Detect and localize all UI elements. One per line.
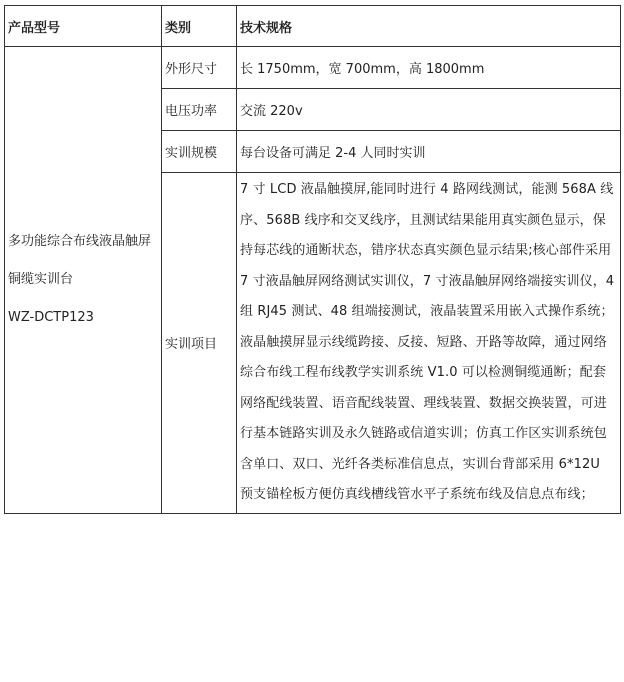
- category-cell: 实训项目: [162, 173, 237, 514]
- product-model-code: WZ-DCTP123: [8, 309, 94, 325]
- spec-cell: 交流 220v: [237, 89, 621, 131]
- category-cell: 电压功率: [162, 89, 237, 131]
- product-name-line2: 铜缆实训台: [8, 271, 74, 287]
- header-model: 产品型号: [5, 6, 162, 47]
- category-cell: 外形尺寸: [162, 47, 237, 89]
- table-row: [5, 47, 621, 89]
- header-spec: 技术规格: [237, 6, 621, 47]
- spec-cell-long: 7 寸 LCD 液晶触摸屏,能同时进行 4 路网线测试，能测 568A 线序、568B 线序和交叉线序，且测试结果能用真实颜色显示，保持每芯线的通断状态，错序状态真实颜色显示结果;核心部件采用 7 寸液晶触屏网络测试实训仪，7 寸液晶触屏网络端接实训仪，4 组 RJ45 测试、48 组端接测试，液晶装置采用嵌入式操作系统；液晶触摸屏显示线缆跨接、反接、短路、开路等故障，通过网络综合布线工程布线教学实训系统 V1.0 可以检测铜缆通断；配套网络配线装置、语音配线装置、理线装置、数据交换装置，可进行基本链路实训及永久链路或信道实训；仿真工作区实训系统包含单口、双口、光纤各类标准信息点，实训台背部采用 6*12U 预支锚栓板方便仿真线槽线管水平子系统布线及信息点布线；: [237, 173, 621, 514]
- table-header-row: [5, 6, 621, 47]
- category-cell: 实训规模: [162, 131, 237, 173]
- product-model-cell: [5, 47, 162, 514]
- spec-cell: 每台设备可满足 2-4 人同时实训: [237, 131, 621, 173]
- spec-cell: 长 1750mm，宽 700mm，高 1800mm: [237, 47, 621, 89]
- spec-table: [4, 5, 621, 514]
- header-category: 类别: [162, 6, 237, 47]
- product-name-line1: 多功能综合布线液晶触屏: [8, 233, 152, 249]
